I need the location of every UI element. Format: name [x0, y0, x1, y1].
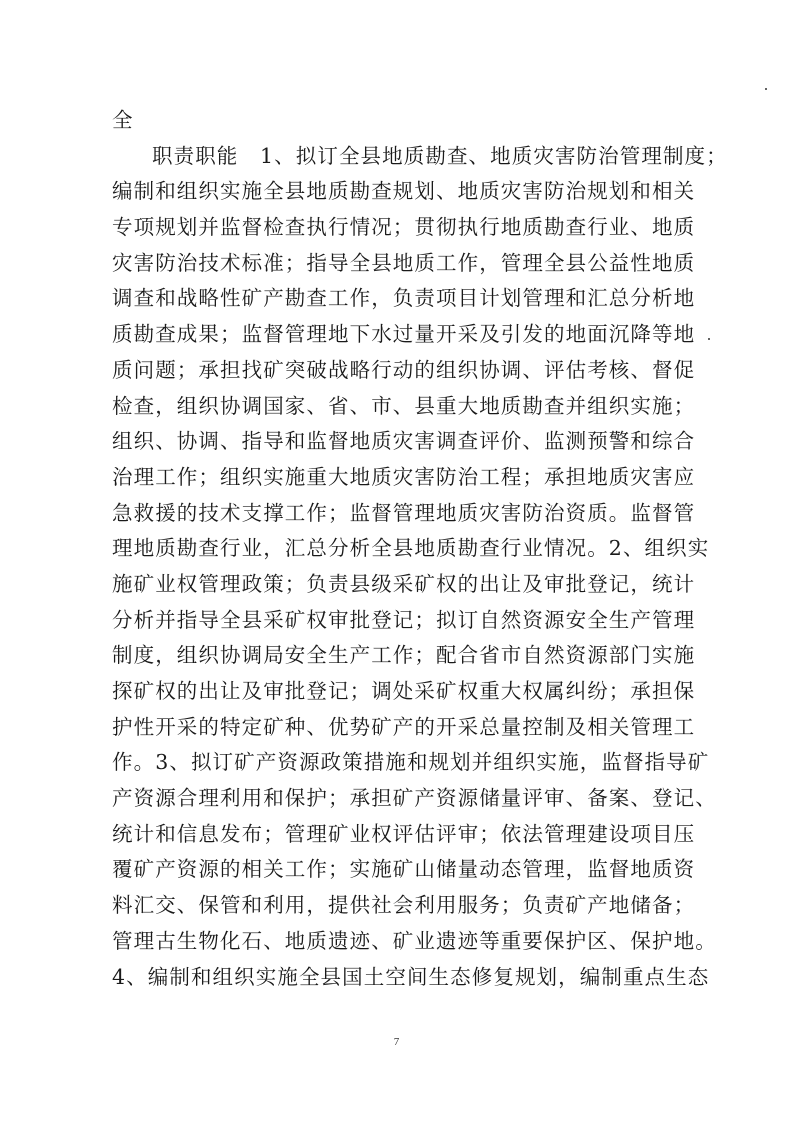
text-line: 治理工作；组织实施重大地质灾害防治工程；承担地质灾害应 — [112, 464, 696, 489]
text-line: 分析并指导全县采矿权审批登记；拟订自然资源安全生产管理 — [112, 607, 696, 632]
text-line: 4、编制和组织实施全县国土空间生态修复规划，编制重点生态 — [112, 964, 710, 989]
text-line: 护性开采的特定矿种、优势矿产的开采总量控制及相关管理工 — [112, 714, 696, 739]
text-line: 急救援的技术支撑工作；监督管理地质灾害防治资质。监督管 — [112, 500, 696, 525]
text-line: 施矿业权管理政策；负责县级采矿权的出让及审批登记，统计 — [112, 571, 696, 596]
text-line: 质勘查成果；监督管理地下水过量开采及引发的地面沉降等地 — [112, 322, 696, 347]
text-line: 制度，组织协调局安全生产工作；配合省市自然资源部门实施 — [112, 643, 696, 668]
text-line: 专项规划并监督检查执行情况；贯彻执行地质勘查行业、地质 — [112, 215, 696, 240]
text-line: 编制和组织实施全县地质勘查规划、地质灾害防治规划和相关 — [112, 179, 696, 204]
scan-speck — [708, 338, 710, 340]
text-line: 料汇交、保管和利用，提供社会利用服务；负责矿产地储备； — [112, 893, 696, 918]
page-number: 7 — [393, 1036, 400, 1048]
text-line: 职责职能 1、拟订全县地质勘查、地质灾害防治管理制度； — [152, 143, 728, 168]
text-line: 灾害防治技术标准；指导全县地质工作，管理全县公益性地质 — [112, 250, 696, 275]
text-line: 全 — [112, 108, 134, 132]
text-line: 作。3、拟订矿产资源政策措施和规划并组织实施，监督指导矿 — [112, 750, 710, 775]
text-line: 覆矿产资源的相关工作；实施矿山储量动态管理，监督地质资 — [112, 857, 696, 882]
text-line: 组织、协调、指导和监督地质灾害调查评价、监测预警和综合 — [112, 429, 696, 454]
scan-speck — [765, 88, 767, 90]
text-line: 调查和战略性矿产勘查工作，负责项目计划管理和汇总分析地 — [112, 286, 696, 311]
text-line: 探矿权的出让及审批登记；调处采矿权重大权属纠纷；承担保 — [112, 679, 696, 703]
text-line: 产资源合理利用和保护；承担矿产资源储量评审、备案、登记、 — [112, 786, 717, 811]
text-line: 质问题；承担找矿突破战略行动的组织协调、评估考核、督促 — [112, 357, 696, 382]
text-line: 理地质勘查行业，汇总分析全县地质勘查行业情况。2、组织实 — [112, 536, 710, 561]
text-line: 管理古生物化石、地质遗迹、矿业遗迹等重要保护区、保护地。 — [112, 928, 717, 953]
body-text — [112, 103, 728, 995]
text-line: 检查，组织协调国家、省、市、县重大地质勘查并组织实施； — [112, 393, 696, 418]
text-line: 统计和信息发布；管理矿业权评估评审；依法管理建设项目压 — [112, 821, 696, 846]
